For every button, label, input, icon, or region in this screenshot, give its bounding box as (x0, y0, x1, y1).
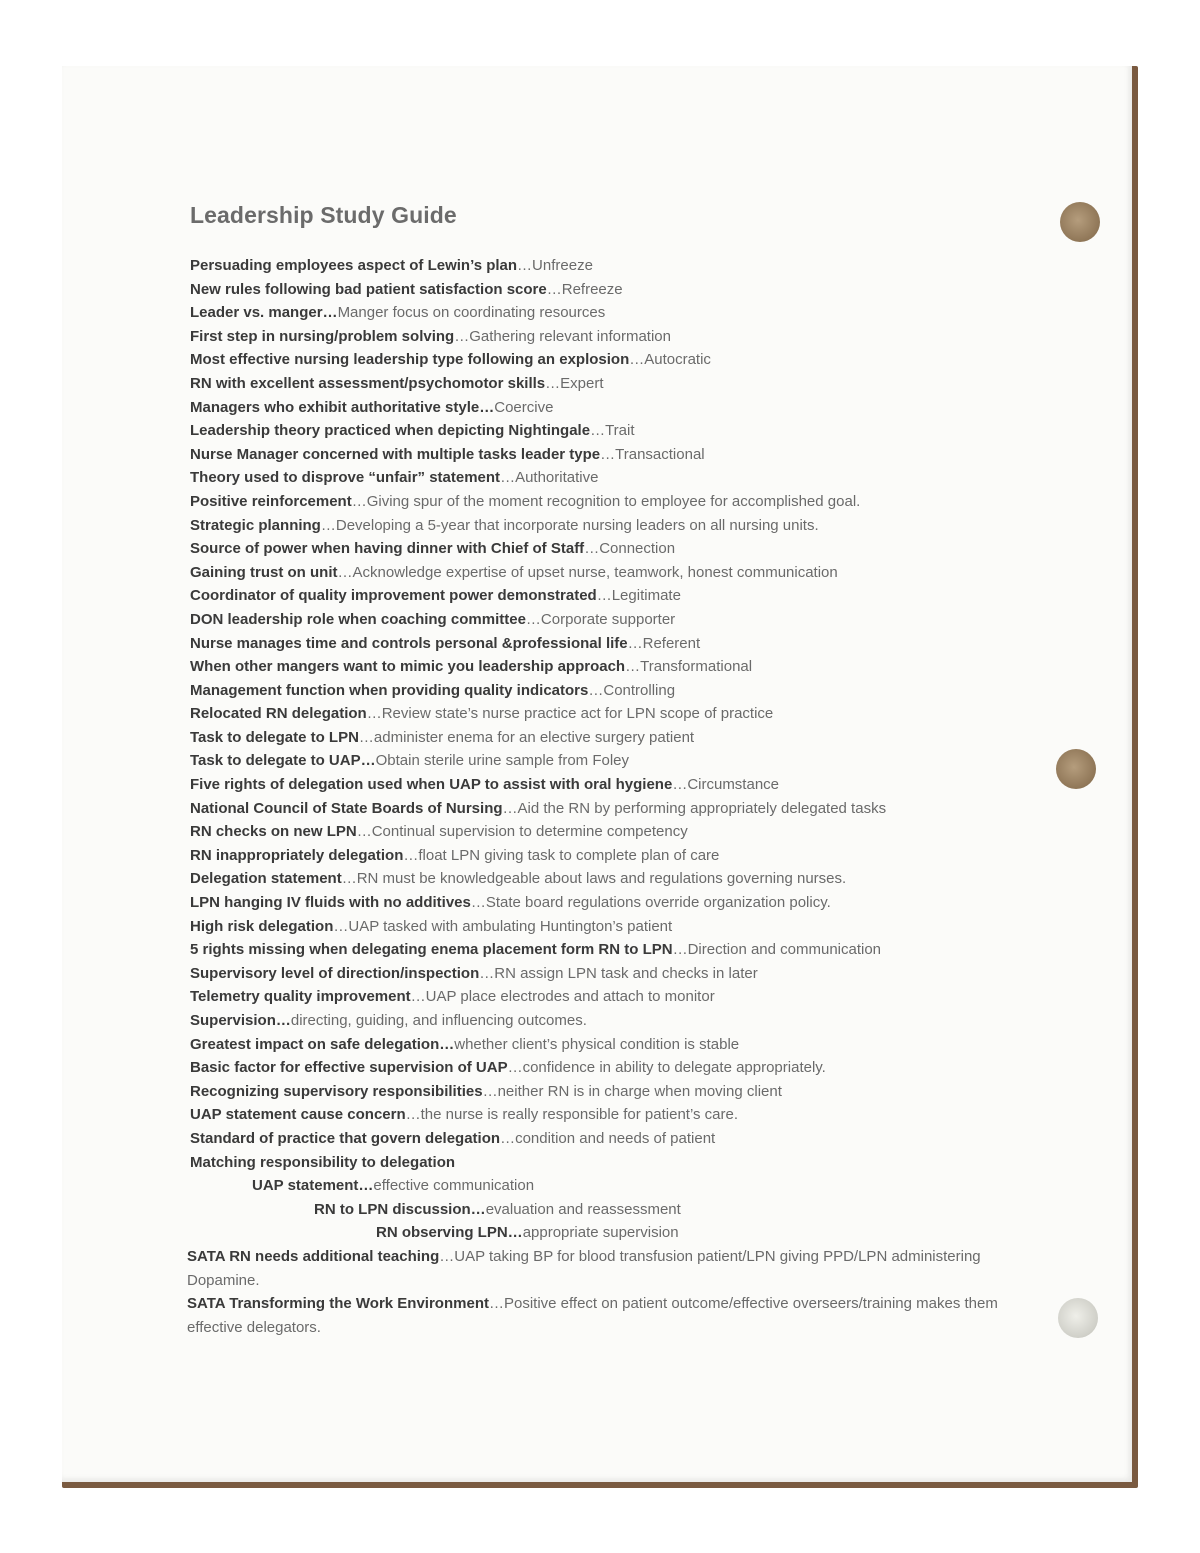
list-item (190, 608, 1010, 632)
question-text: SATA Transforming the Work Environment (187, 1295, 489, 1313)
answer-text: …confidence in ability to delegate appropriately. (507, 1059, 826, 1077)
answer-text: …neither RN is in charge when moving client (482, 1082, 782, 1100)
question-text: Nurse manages time and controls personal &professional life (190, 634, 628, 652)
answer-text: …Trait (590, 422, 635, 440)
matching-heading-text: Matching responsibility to delegation (190, 1153, 456, 1171)
answer-text: …Gathering relevant information (454, 327, 671, 345)
question-text: Greatest impact on safe delegation… (190, 1035, 455, 1053)
page-title: Leadership Study Guide (190, 202, 457, 228)
question-text: Standard of practice that govern delegation (190, 1129, 501, 1147)
answer-text: …UAP taking BP for blood transfusion patient/LPN giving PPD/LPN administering Dopamine. (187, 1247, 981, 1289)
question-text: Nurse Manager concerned with multiple tasks leader type (190, 445, 601, 463)
list-item (190, 985, 1010, 1009)
answer-text: …Transformational (625, 658, 753, 676)
list-item (190, 773, 1010, 797)
list-item (190, 938, 1010, 962)
question-text: RN checks on new LPN (190, 823, 357, 841)
list-item (190, 254, 1010, 278)
answer-text: …Developing a 5-year that incorporate nursing leaders on all nursing units. (320, 516, 819, 534)
list-item (190, 443, 1010, 467)
list-item (190, 396, 1010, 420)
answer-text: …Direction and communication (672, 941, 882, 959)
list-item (190, 820, 1010, 844)
list-item (190, 797, 1010, 821)
question-text: Gaining trust on unit (190, 563, 338, 581)
answer-text: …Legitimate (596, 587, 681, 605)
list-item (190, 584, 1010, 608)
list-item (190, 1127, 1010, 1151)
question-text: UAP statement… (252, 1177, 374, 1195)
question-text: RN inappropriately delegation (190, 846, 404, 864)
question-text: Strategic planning (190, 516, 321, 534)
answer-text: …condition and needs of patient (500, 1129, 716, 1147)
question-text: Persuading employees aspect of Lewin’s plan (190, 257, 518, 274)
answer-text: …Authoritative (500, 469, 599, 487)
question-text: Managers who exhibit authoritative style… (190, 398, 495, 416)
answer-text: …Referent (627, 634, 701, 652)
question-text: When other mangers want to mimic you leadership approach (190, 658, 626, 676)
question-text: New rules following bad patient satisfaction score (190, 280, 547, 298)
answer-text: …Unfreeze (517, 257, 593, 274)
answer-text: evaluation and reassessment (485, 1200, 681, 1218)
matching-item (190, 1174, 1010, 1198)
answer-text: …Expert (545, 374, 604, 392)
question-text: Theory used to disprove “unfair” statement (190, 469, 501, 487)
punch-hole (1058, 1298, 1098, 1338)
list-item (190, 561, 1010, 585)
list-item (190, 301, 1010, 325)
question-text: Delegation statement (190, 870, 342, 888)
list-item (190, 915, 1010, 939)
list-item (190, 891, 1010, 915)
answer-text: …UAP tasked with ambulating Huntington’s patient (333, 917, 673, 935)
question-text: Leader vs. manger… (190, 304, 338, 322)
list-item (190, 372, 1010, 396)
answer-text: …Aid the RN by performing appropriately delegated tasks (502, 799, 887, 817)
list-item (190, 466, 1010, 490)
list-item (190, 1056, 1010, 1080)
answer-text: …Transactional (600, 445, 705, 463)
question-text: Task to delegate to LPN (190, 728, 359, 746)
punch-hole (1056, 749, 1096, 789)
question-text: UAP statement cause concern (190, 1106, 406, 1124)
answer-text: …Acknowledge expertise of upset nurse, teamwork, honest communication (337, 563, 838, 581)
answer-text: Obtain sterile urine sample from Foley (375, 752, 630, 770)
question-text: Most effective nursing leadership type following an explosion (190, 351, 630, 369)
question-text: Supervision… (190, 1012, 291, 1029)
list-item (190, 844, 1010, 868)
answer-text: …Review state’s nurse practice act for LPN scope of practice (366, 705, 774, 723)
list-item (190, 1080, 1010, 1104)
list-item (190, 702, 1010, 726)
question-text: First step in nursing/problem solving (190, 327, 455, 345)
question-text: Coordinator of quality improvement power demonstrated (190, 587, 597, 605)
answer-text: …Positive effect on patient outcome/effective overseers/training makes them effective delegators. (187, 1295, 998, 1336)
answer-text: …Continual supervision to determine competency (356, 823, 688, 841)
answer-text: …float LPN giving task to complete plan of care (403, 846, 720, 864)
question-text: National Council of State Boards of Nursing (190, 799, 503, 817)
list-item (190, 278, 1010, 302)
answer-text: …Controlling (588, 681, 676, 699)
question-text: Basic factor for effective supervision of UAP (190, 1059, 508, 1077)
answer-text: …Refreeze (546, 280, 623, 298)
question-text: RN observing LPN… (376, 1224, 523, 1242)
question-text: Recognizing supervisory responsibilities (190, 1082, 483, 1100)
question-text: RN to LPN discussion… (314, 1200, 486, 1218)
answer-text: whether client’s physical condition is stable (454, 1035, 740, 1053)
answer-text: …Connection (584, 540, 676, 558)
question-text: Management function when providing quality indicators (190, 681, 589, 699)
list-item (190, 749, 1010, 773)
list-item (190, 1009, 1010, 1033)
answer-text: directing, guiding, and influencing outcomes. (290, 1012, 587, 1029)
answer-text: …UAP place electrodes and attach to monitor (410, 988, 715, 1006)
list-item (190, 1103, 1010, 1127)
question-text: SATA RN needs additional teaching (187, 1247, 440, 1265)
question-text: High risk delegation (190, 917, 334, 935)
list-item (190, 514, 1010, 538)
answer-text: …administer enema for an elective surgery patient (358, 728, 695, 746)
question-text: Supervisory level of direction/inspection (190, 964, 480, 982)
list-item (190, 419, 1010, 443)
list-item (190, 632, 1010, 656)
question-text: Positive reinforcement (190, 492, 352, 510)
sata-item (187, 1292, 1010, 1339)
answer-text: …Giving spur of the moment recognition to employee for accomplished goal. (351, 492, 861, 510)
answer-text: appropriate supervision (522, 1224, 679, 1242)
list-item (190, 679, 1010, 703)
list-item (190, 726, 1010, 750)
answer-text: …Autocratic (629, 351, 711, 369)
question-text: LPN hanging IV fluids with no additives (190, 894, 471, 912)
answer-text: …the nurse is really responsible for patient’s care. (405, 1106, 739, 1124)
sata-item (187, 1245, 1010, 1292)
punch-hole (1060, 202, 1100, 242)
list-item (190, 867, 1010, 891)
matching-heading (190, 1151, 1010, 1175)
question-text: Telemetry quality improvement (190, 988, 411, 1006)
question-text: Leadership theory practiced when depicting Nightingale (190, 422, 591, 440)
study-guide-list (187, 254, 1010, 1339)
question-text: Task to delegate to UAP… (190, 752, 376, 770)
list-item (190, 537, 1010, 561)
list-item (190, 962, 1010, 986)
list-item (190, 325, 1010, 349)
list-item (190, 490, 1010, 514)
matching-item (190, 1198, 1010, 1222)
answer-text: effective communication (373, 1177, 535, 1195)
answer-text: …Circumstance (672, 776, 780, 794)
answer-text: …Corporate supporter (525, 610, 676, 628)
question-text: Relocated RN delegation (190, 705, 367, 723)
answer-text: …RN assign LPN task and checks in later (479, 964, 758, 982)
list-item (190, 655, 1010, 679)
question-text: DON leadership role when coaching committee (190, 610, 526, 628)
list-item (190, 1033, 1010, 1057)
answer-text: …State board regulations override organization policy. (470, 894, 831, 912)
question-text: Five rights of delegation used when UAP to assist with oral hygiene (190, 776, 673, 794)
question-text: Source of power when having dinner with Chief of Staff (190, 540, 585, 558)
answer-text: Coercive (494, 398, 554, 416)
question-text: 5 rights missing when delegating enema placement form RN to LPN (190, 941, 673, 959)
answer-text: …RN must be knowledgeable about laws and regulations governing nurses. (341, 870, 847, 888)
matching-item (190, 1221, 1010, 1245)
question-text: RN with excellent assessment/psychomotor skills (190, 374, 546, 392)
list-item (190, 348, 1010, 372)
answer-text: Manger focus on coordinating resources (337, 304, 606, 322)
